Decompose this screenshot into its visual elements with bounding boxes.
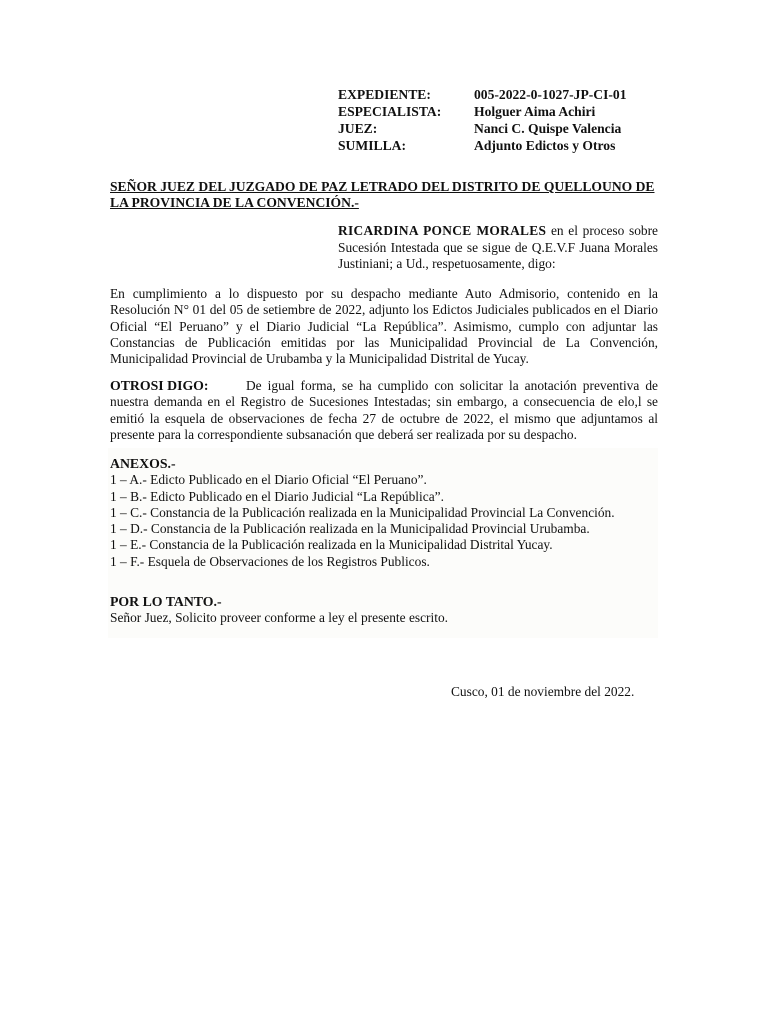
annex-item: 1 – E.- Constancia de la Publicación realizada en la Municipalidad Distrital Yucay. (110, 537, 553, 553)
otrosi-label: OTROSI DIGO: (110, 378, 209, 393)
annex-item: 1 – B.- Edicto Publicado en el Diario Judicial “La República”. (110, 488, 444, 504)
otrosi-text: De igual forma, se ha cumplido con solicitar la anotación preventiva de nuestra demanda en el Registro de Sucesiones Intestadas; sin embargo, a consecuencia de elo,l se emitió la esquela de observaciones de fecha 27 de octubre de 2022, el mismo que adjuntamos al presente para la correspondiente subsanación que deberá ser realizada por su despacho. (110, 378, 658, 442)
header-label: EXPEDIENTE: (338, 87, 431, 102)
addressee-tail: .- (350, 195, 359, 210)
header-label: ESPECIALISTA: (338, 104, 442, 119)
header-row-juez (338, 120, 627, 137)
annex-item: 1 – D.- Constancia de la Publicación realizada en la Municipalidad Provincial Urubamba. (110, 521, 590, 537)
annex-item: 1 – F.- Esquela de Observaciones de los Registros Publicos. (110, 553, 430, 569)
main-paragraph: En cumplimiento a lo dispuesto por su despacho mediante Auto Admisorio, contenido en la Resolución N° 01 del 05 de setiembre de 2022, adjunto los Edictos Judiciales publicados en el Diario Oficial “El Peruano” y el Diario Judicial “La República”. Asimismo, cumplo con adjuntar las Constancias de Publicación emitidas por las Municipalidad Provincial de La Convención, Municipalidad Provincial de Urubamba y la Municipalidad Distrital de Yucay. (110, 286, 658, 367)
header-label: JUEZ: (338, 121, 378, 136)
intro-text: en el proceso sobre Sucesión Intestada que se sigue de Q.E.V.F Juana Morales Justiniani; a Ud., respetuosamente, digo: (338, 223, 658, 271)
por-lo-tanto-title: POR LO TANTO.- (110, 594, 222, 609)
header-row-expediente (338, 86, 627, 103)
otrosi-paragraph (110, 378, 658, 443)
annex-item: 1 – A.- Edicto Publicado en el Diario Oficial “El Peruano”. (110, 472, 427, 488)
petitioner-name: RICARDINA PONCE MORALES (338, 223, 547, 238)
por-lo-tanto-section (110, 594, 658, 627)
header-value: 005-2022-0-1027-JP-CI-01 (474, 87, 627, 102)
annex-item: 1 – C.- Constancia de la Publicación realizada en la Municipalidad Provincial La Convención. (110, 504, 615, 520)
intro-paragraph (338, 223, 658, 273)
addressee-heading (110, 179, 658, 211)
header-value: Adjunto Edictos y Otros (474, 138, 616, 153)
header-row-sumilla (338, 137, 627, 154)
case-header (338, 86, 627, 154)
por-lo-tanto-text: Señor Juez, Solicito proveer conforme a ley el presente escrito. (110, 610, 448, 626)
annex-title: ANEXOS.- (110, 456, 176, 471)
header-value: Holguer Aima Achiri (474, 104, 596, 119)
header-label: SUMILLA: (338, 138, 406, 153)
document-date: Cusco, 01 de noviembre del 2022. (451, 684, 635, 699)
header-row-especialista (338, 103, 627, 120)
annex-list (110, 456, 670, 570)
header-value: Nanci C. Quispe Valencia (474, 121, 622, 136)
addressee-text: SEÑOR JUEZ DEL JUZGADO DE PAZ LETRADO DEL DISTRITO DE QUELLOUNO DE LA PROVINCIA DE LA CONVENCIÓN (110, 179, 655, 210)
